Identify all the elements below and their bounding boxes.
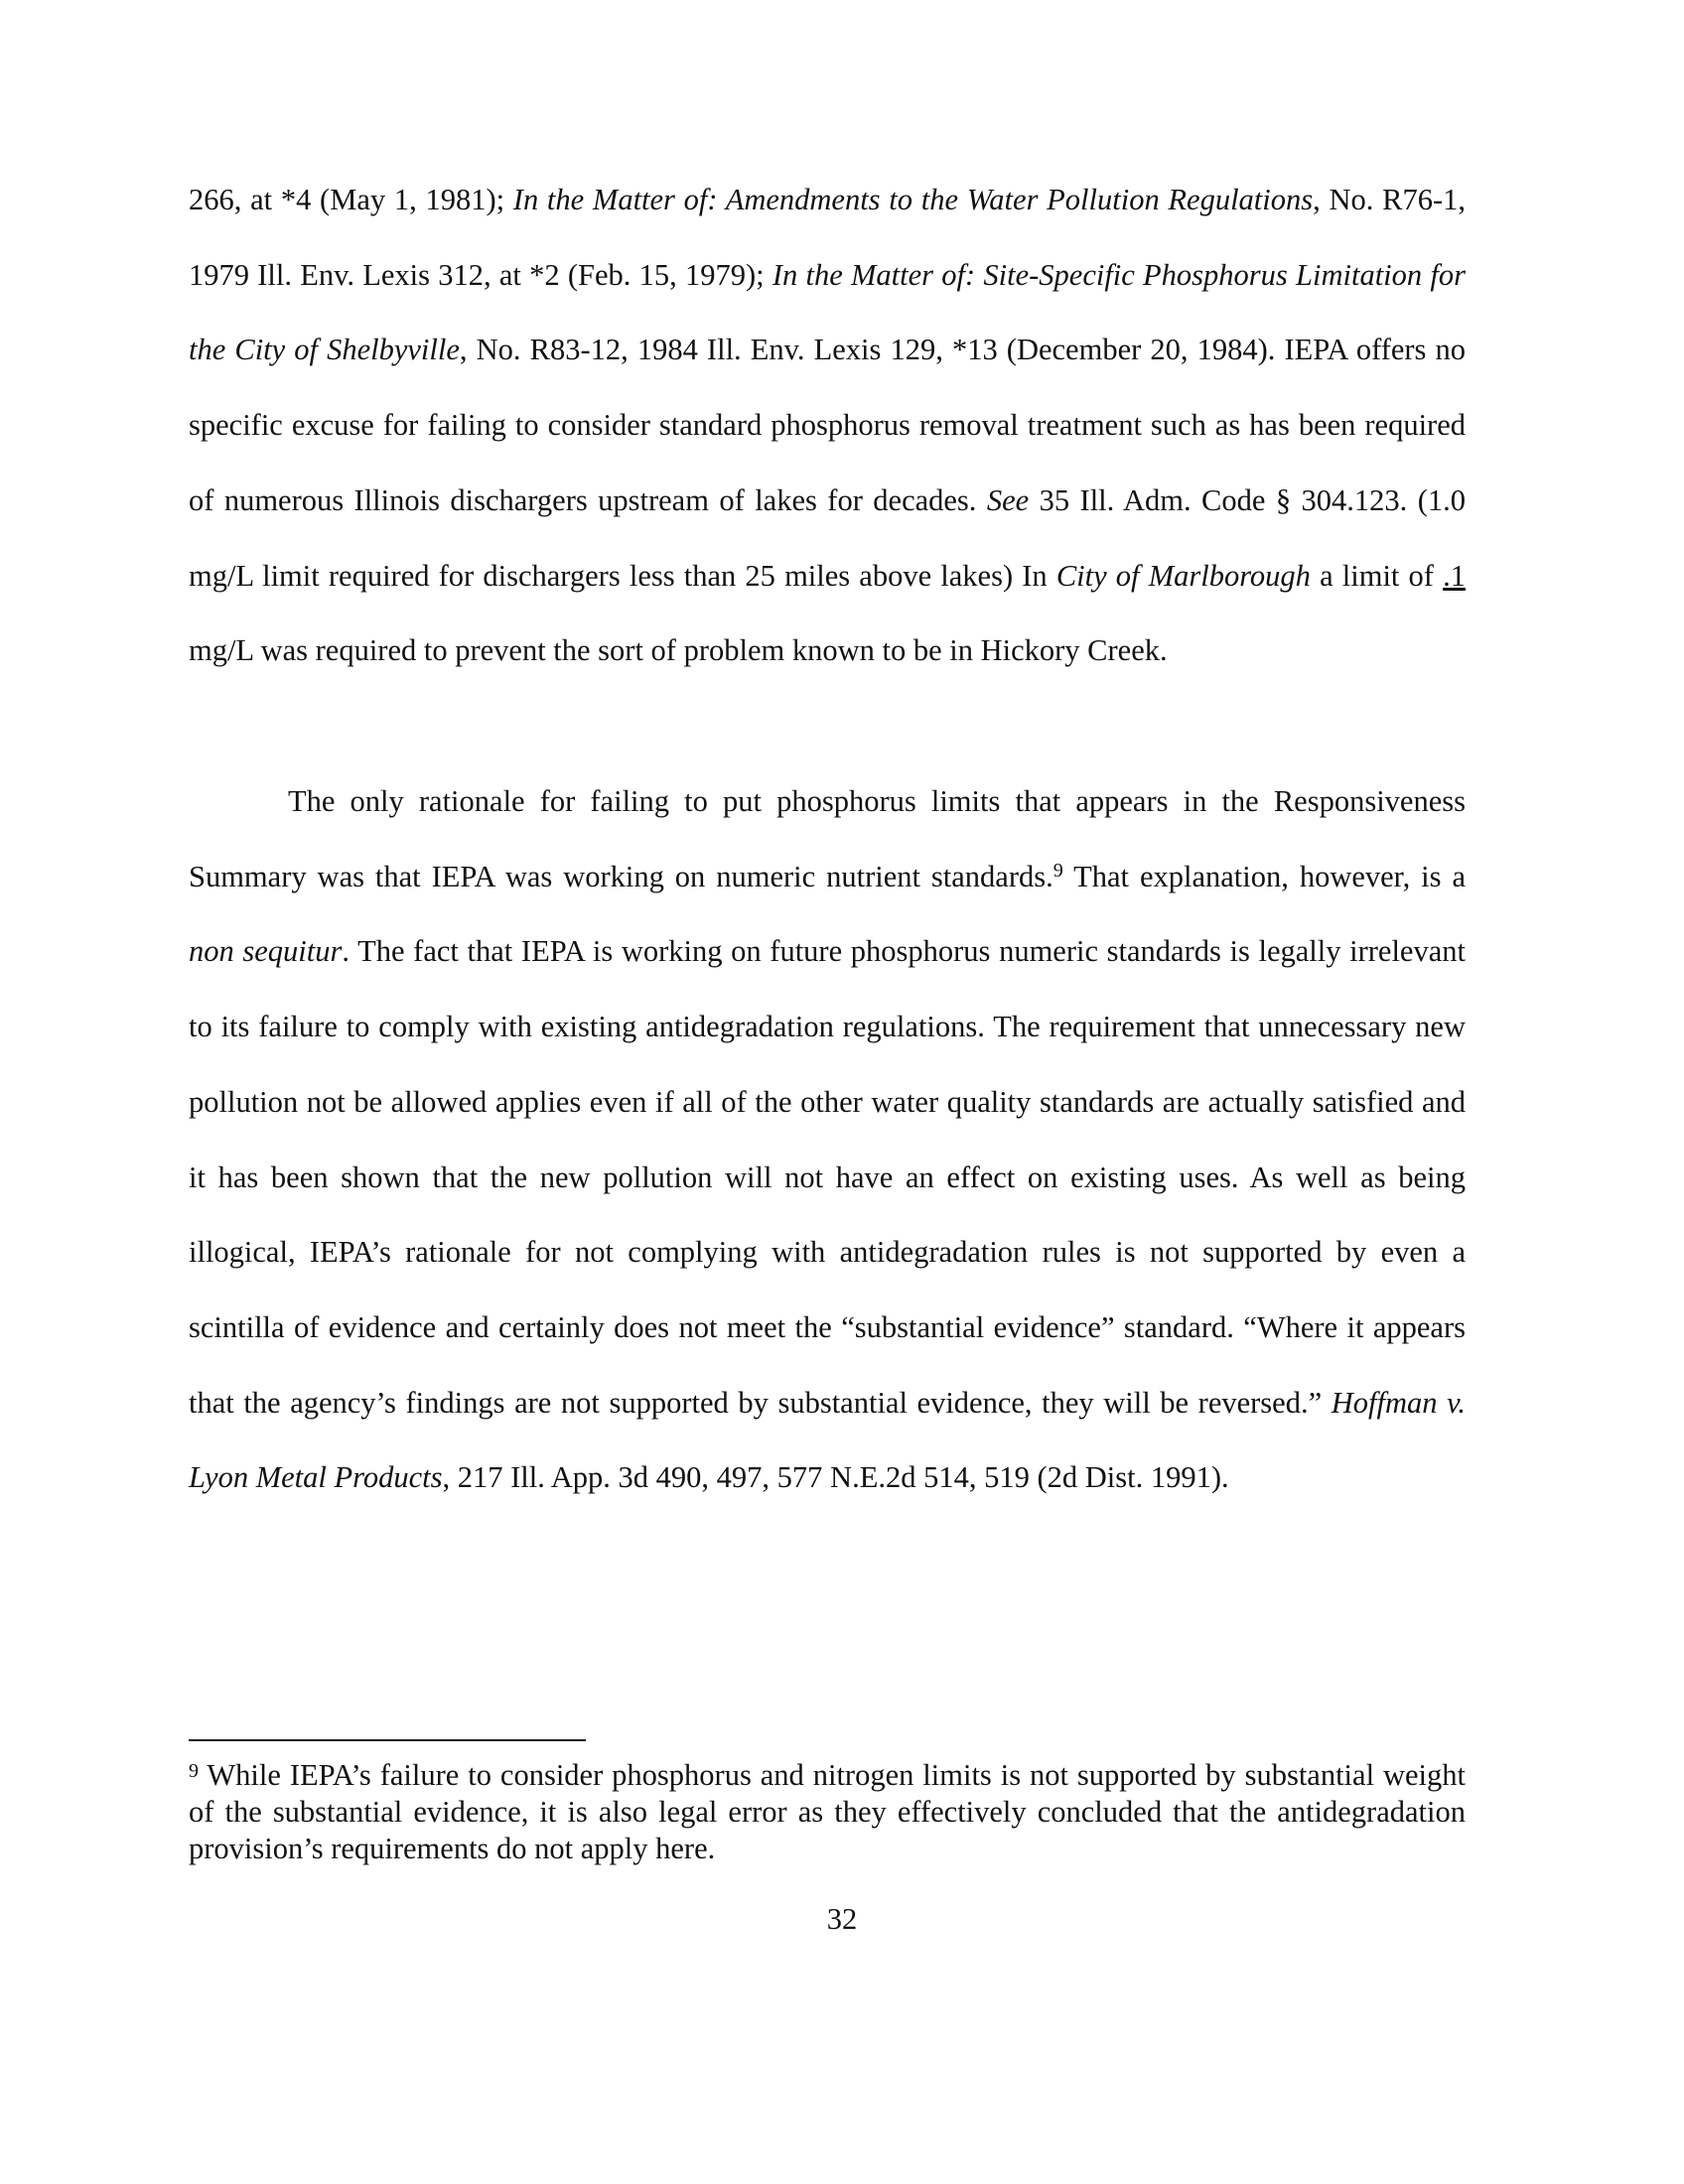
- signal-word: See: [986, 482, 1030, 517]
- body-paragraph-1: [189, 163, 1466, 689]
- text-run: , No. R76-1, 1979 Ill. Env. Lexis 312, at *2 (Feb. 15, 1979);: [189, 183, 1466, 292]
- page-number: 32: [826, 1902, 858, 1936]
- footnote-number: 9: [189, 1760, 199, 1782]
- case-name: City of Marlborough: [1055, 558, 1311, 593]
- latin-phrase: non sequitur: [189, 934, 343, 969]
- text-run: mg/L was required to prevent the sort of problem known to be in Hickory Creek.: [189, 633, 1168, 668]
- footnote-separator: [189, 1739, 586, 1741]
- text-run: , No. R83-12, 1984 Ill. Env. Lexis 129, *13 (December 20, 1984). IEPA offers no specific excuse for failing to consider standard phosphorus removal treatment such as has been required of numerous Illinois dischargers upstream of lakes for decades.: [189, 333, 1467, 517]
- text-run: The only rationale for failing to put phosphorus limits that appears in the Responsiveness Summary was that IEPA was working on numeric nutrient standards.: [189, 784, 1466, 893]
- text-run: 266, at *4 (May 1, 1981);: [189, 183, 513, 216]
- case-citation: In the Matter of: Amendments to the Water Pollution Regulations: [512, 183, 1314, 216]
- case-citation: Hoffman v. Lyon Metal Products: [189, 1385, 1466, 1495]
- text-run: That explanation, however, is a: [1062, 859, 1466, 893]
- text-run: 35 Ill. Adm. Code § 304.123. (1.0 mg/L limit required for dischargers less than 25 miles above lakes) In: [189, 482, 1466, 593]
- text-run: a limit of: [1310, 558, 1444, 593]
- case-citation: In the Matter of: Site-Specific Phosphorus Limitation for the City of Shelbyville: [189, 257, 1466, 367]
- text-run: , 217 Ill. App. 3d 490, 497, 577 N.E.2d 514, 519 (2d Dist. 1991).: [442, 1460, 1229, 1495]
- text-run: . The fact that IEPA is working on future phosphorus numeric standards is legally irrelevant to its failure to comply with existing antidegradation regulations. The requirement that unnecessary new pollution not be allowed applies even if all of the other water quality standards are actually satisfied and it has been shown that the new pollution will not have an effect on existing uses. As well as being illogical, IEPA’s rationale for not complying with antidegradation rules is not supported by even a scintilla of evidence and certainly does not meet the “substantial evidence” standard. “Where it appears that the agency’s findings are not supported by substantial evidence, they will be reversed.”: [189, 934, 1466, 1420]
- body-paragraph-2: [189, 764, 1466, 1516]
- footnote-reference: 9: [1052, 859, 1063, 882]
- footnote-9: [189, 1757, 1466, 1867]
- limit-value: .1: [1443, 558, 1466, 593]
- footnote-text: While IEPA’s failure to consider phosphorus and nitrogen limits is not supported by substantial weight of the substantial evidence, it is also legal error as they effectively concluded that the antidegradation provision’s requirements do not apply here.: [189, 1758, 1466, 1865]
